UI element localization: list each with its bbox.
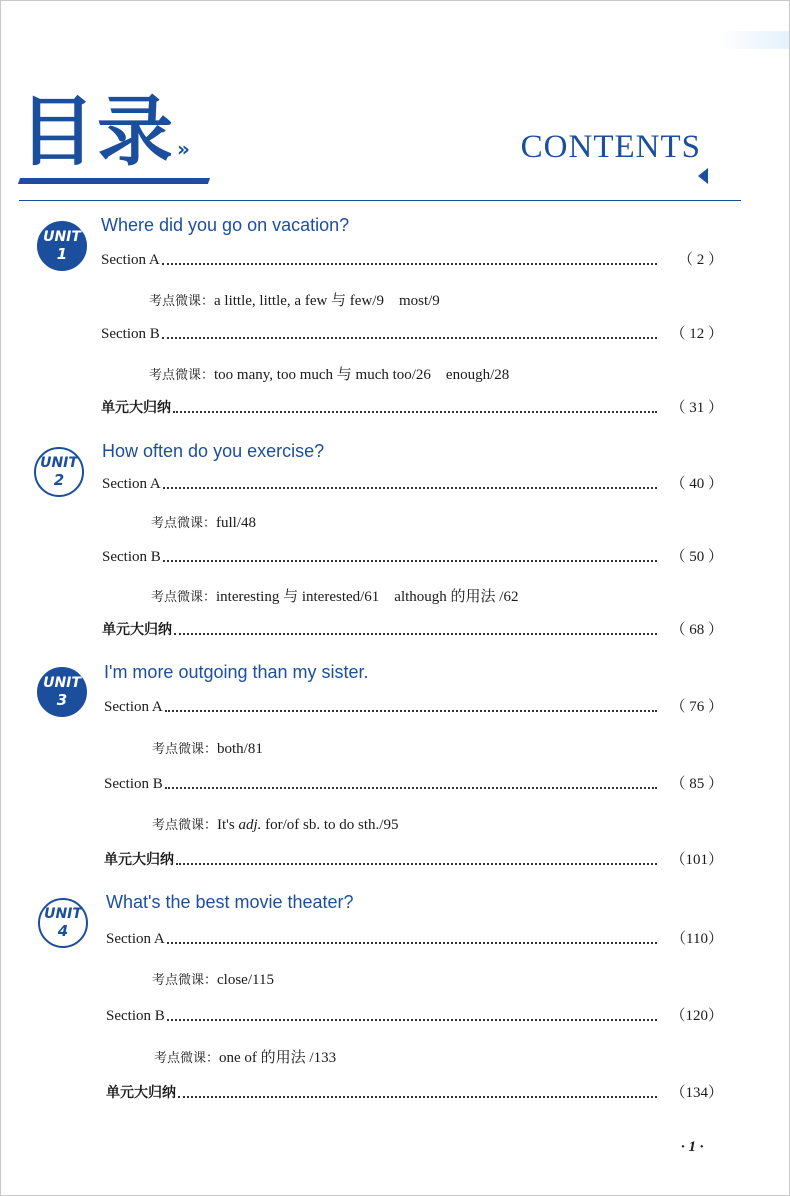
toc-page-number: （ 76 ）: [670, 699, 723, 715]
toc-note-unit-3-b: [152, 814, 398, 834]
toc-row-unit-4-section-a[interactable]: [106, 928, 723, 948]
note-text: full/48: [216, 515, 257, 531]
triangle-marker-icon: [698, 168, 708, 184]
page-number: · 1 ·: [681, 1139, 704, 1155]
note-tag: 考点微课：: [154, 1051, 220, 1066]
unit-4-badge: [38, 898, 88, 948]
unit-2-title[interactable]: How often do you exercise?: [102, 441, 325, 461]
unit-badge-word: UNIT: [43, 675, 81, 691]
note-text: close/115: [217, 972, 274, 988]
toc-page-number: （ 12 ）: [670, 326, 723, 342]
toc-page-number: （ 2 ）: [677, 252, 723, 268]
toc-row-label: 单元大归纳: [104, 852, 174, 868]
dot-leader: [167, 942, 657, 944]
toc-page-number: （ 31 ）: [670, 400, 723, 416]
dot-leader: [162, 263, 657, 265]
note-tag: 考点微课：: [151, 590, 217, 605]
toc-row-unit-1-section-a[interactable]: [101, 249, 723, 269]
dot-leader: [167, 1019, 657, 1021]
toc-note-unit-3-a: [152, 738, 263, 758]
toc-note-unit-4-a: [152, 969, 274, 989]
note-tag: 考点微课：: [149, 294, 215, 309]
unit-3-title[interactable]: I'm more outgoing than my sister.: [104, 662, 369, 682]
dot-leader: [173, 411, 657, 413]
double-chevron-icon: »: [177, 137, 190, 161]
toc-row-label: Section B: [101, 326, 160, 342]
toc-row-unit-4-section-b[interactable]: [106, 1005, 723, 1025]
toc-page-number: （134）: [670, 1085, 723, 1101]
toc-row-label: Section A: [101, 252, 160, 268]
note-tag: 考点微课：: [149, 368, 215, 383]
dot-leader: [163, 487, 657, 489]
unit-4-title[interactable]: What's the best movie theater?: [106, 892, 354, 912]
title-underline: [18, 178, 210, 184]
dot-leader: [163, 560, 657, 562]
note-text: a little, little, a few 与 few/9 most/9: [214, 293, 440, 309]
toc-note-unit-4-b: [154, 1046, 336, 1067]
unit-badge-number: 1: [56, 245, 68, 263]
unit-badge-number: 4: [57, 922, 69, 940]
toc-page-number: （ 68 ）: [670, 622, 723, 638]
toc-row-label: 单元大归纳: [102, 622, 172, 638]
note-text-post: for/of sb. to do sth./95: [261, 817, 399, 833]
dot-leader: [178, 1096, 657, 1098]
toc-row-unit-1-summary[interactable]: [101, 397, 723, 417]
toc-row-label: Section B: [102, 549, 161, 565]
toc-note-unit-2-b: [151, 585, 518, 606]
note-text-italic: adj.: [238, 817, 262, 833]
toc-note-unit-2-a: [151, 512, 256, 532]
note-tag: 考点微课：: [152, 742, 218, 757]
dot-leader: [165, 787, 657, 789]
toc-row-label: 单元大归纳: [101, 400, 171, 416]
toc-row-unit-2-section-b[interactable]: [102, 546, 723, 566]
note-text: one of 的用法 /133: [219, 1050, 337, 1066]
toc-row-unit-4-summary[interactable]: [106, 1082, 723, 1102]
toc-row-label: Section A: [106, 931, 165, 947]
note-tag: 考点微课：: [151, 516, 217, 531]
toc-row-label: Section A: [104, 699, 163, 715]
unit-1-badge: [37, 221, 87, 271]
note-tag: 考点微课：: [152, 818, 218, 833]
toc-note-unit-1-b: [149, 363, 509, 384]
unit-badge-number: 3: [56, 691, 68, 709]
toc-page-number: （110）: [671, 931, 723, 947]
toc-note-unit-1-a: [149, 289, 440, 310]
toc-page-number: （ 50 ）: [670, 549, 723, 565]
toc-row-unit-3-summary[interactable]: [104, 849, 723, 869]
corner-decoration: [719, 31, 789, 49]
dot-leader: [174, 633, 657, 635]
note-text: both/81: [217, 741, 263, 757]
unit-2-badge: [34, 447, 84, 497]
toc-row-unit-2-section-a[interactable]: [102, 473, 723, 493]
toc-row-unit-3-section-a[interactable]: [104, 696, 723, 716]
dot-leader: [165, 710, 657, 712]
toc-row-label: Section A: [102, 476, 161, 492]
unit-3-badge: [37, 667, 87, 717]
toc-row-unit-3-section-b[interactable]: [104, 773, 723, 793]
unit-badge-word: UNIT: [43, 229, 81, 245]
unit-badge-word: UNIT: [44, 906, 82, 922]
note-tag: 考点微课：: [152, 973, 218, 988]
page-title-en: CONTENTS: [520, 129, 701, 165]
toc-page-number: （ 85 ）: [670, 776, 723, 792]
toc-row-unit-1-section-b[interactable]: [101, 323, 723, 343]
unit-badge-number: 2: [53, 471, 65, 489]
toc-page-number: （101）: [670, 852, 723, 868]
page-title-cn: 目录: [19, 87, 175, 176]
note-text: too many, too much 与 much too/26 enough/28: [214, 367, 510, 383]
toc-row-label: 单元大归纳: [106, 1085, 176, 1101]
toc-page-number: （ 40 ）: [670, 476, 723, 492]
unit-badge-word: UNIT: [40, 455, 78, 471]
toc-row-label: Section B: [106, 1008, 165, 1024]
note-text-pre: It's: [217, 817, 239, 833]
header-divider: [19, 200, 741, 201]
dot-leader: [176, 863, 657, 865]
unit-1-title[interactable]: Where did you go on vacation?: [101, 215, 350, 235]
note-text: interesting 与 interested/61 although 的用法 /62: [216, 589, 519, 605]
toc-page-number: （120）: [670, 1008, 723, 1024]
toc-row-unit-2-summary[interactable]: [102, 619, 723, 639]
toc-row-label: Section B: [104, 776, 163, 792]
dot-leader: [162, 337, 657, 339]
